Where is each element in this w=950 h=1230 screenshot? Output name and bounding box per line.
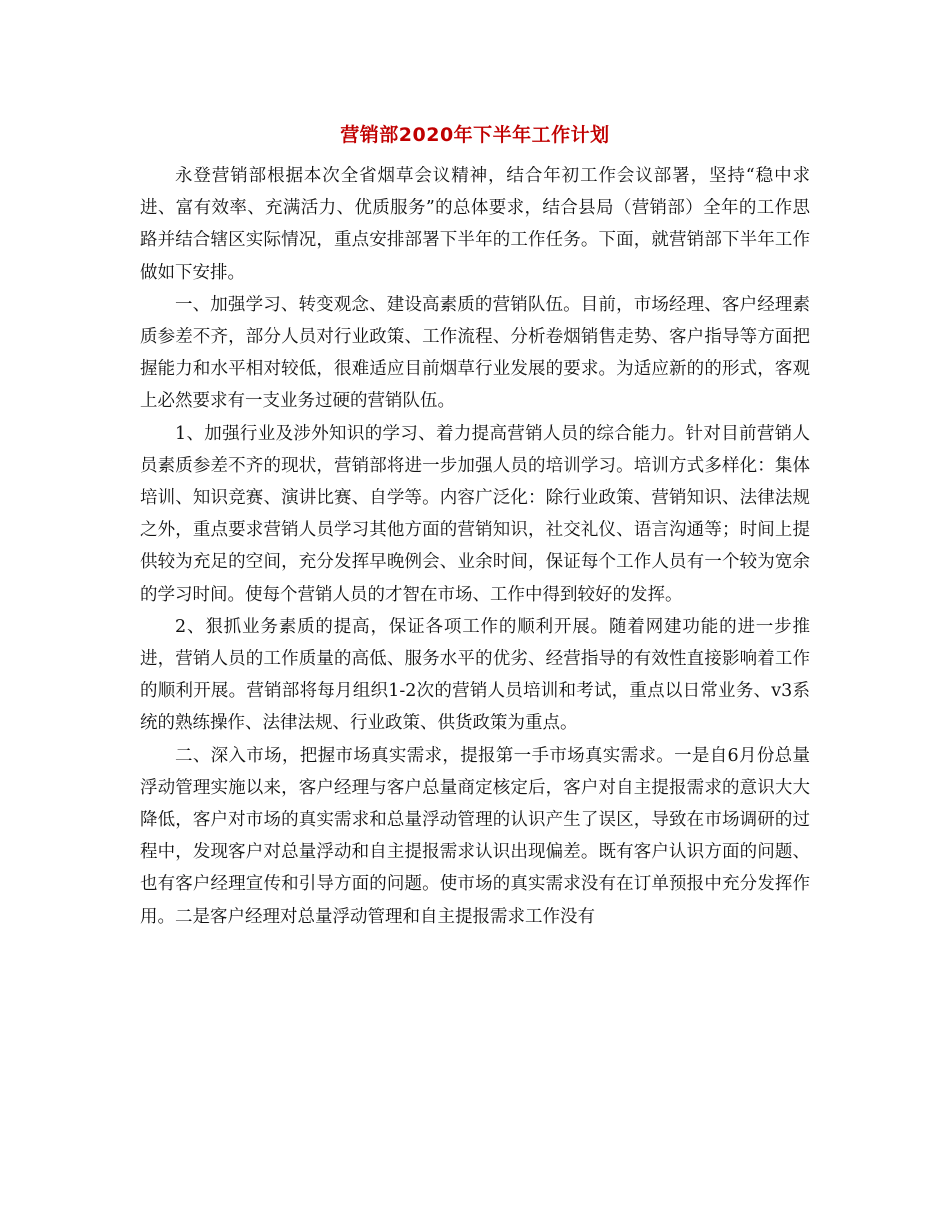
paragraph: 二、深入市场，把握市场真实需求，提报第一手市场真实需求。一是自6月份总量浮动管理实施以来，客户经理与客户总量商定核定后，客户对自主提报需求的意识大大降低，客户对市场的真实需求和总量浮动管理的认识产生了误区，导致在市场调研的过程中，发现客户对总量浮动和自主提报需求认识出现偏差。既有客户认识方面的问题、也有客户经理宣传和引导方面的问题。使市场的真实需求没有在订单预报中充分发挥作用。二是客户经理对总量浮动管理和自主提报需求工作没有 xyxy=(140,745,810,927)
paragraph: 1、加强行业及涉外知识的学习、着力提高营销人员的综合能力。针对目前营销人员素质参差不齐的现状，营销部将进一步加强人员的培训学习。培训方式多样化：集体培训、知识竞赛、演讲比赛、自学等。内容广泛化：除行业政策、营销知识、法律法规之外，重点要求营销人员学习其他方面的营销知识，社交礼仪、语言沟通等；时间上提供较为充足的空间，充分发挥早晚例会、业余时间，保证每个工作人员有一个较为宽余的学习时间。使每个营销人员的才智在市场、工作中得到较好的发挥。 xyxy=(140,423,810,605)
paragraph: 2、狠抓业务素质的提高，保证各项工作的顺利开展。随着网建功能的进一步推进，营销人员的工作质量的高低、服务水平的优劣、经营指导的有效性直接影响着工作的顺利开展。营销部将每月组织1-2次的营销人员培训和考试，重点以日常业务、v3系统的熟练操作、法律法规、行业政策、供货政策为重点。 xyxy=(140,616,810,734)
document-body xyxy=(140,160,810,933)
document-title: 营销部2020年下半年工作计划 xyxy=(340,124,610,146)
paragraph: 永登营销部根据本次全省烟草会议精神，结合年初工作会议部署，坚持“稳中求进、富有效率、充满活力、优质服务”的总体要求，结合县局（营销部）全年的工作思路并结合辖区实际情况，重点安排部署下半年的工作任务。下面，就营销部下半年工作做如下安排。 xyxy=(140,166,810,283)
paragraph: 一、加强学习、转变观念、建设高素质的营销队伍。目前，市场经理、客户经理素质参差不齐，部分人员对行业政策、工作流程、分析卷烟销售走势、客户指导等方面把握能力和水平相对较低，很难适应目前烟草行业发展的要求。为适应新的的形式，客观上必然要求有一支业务过硬的营销队伍。 xyxy=(140,294,810,412)
